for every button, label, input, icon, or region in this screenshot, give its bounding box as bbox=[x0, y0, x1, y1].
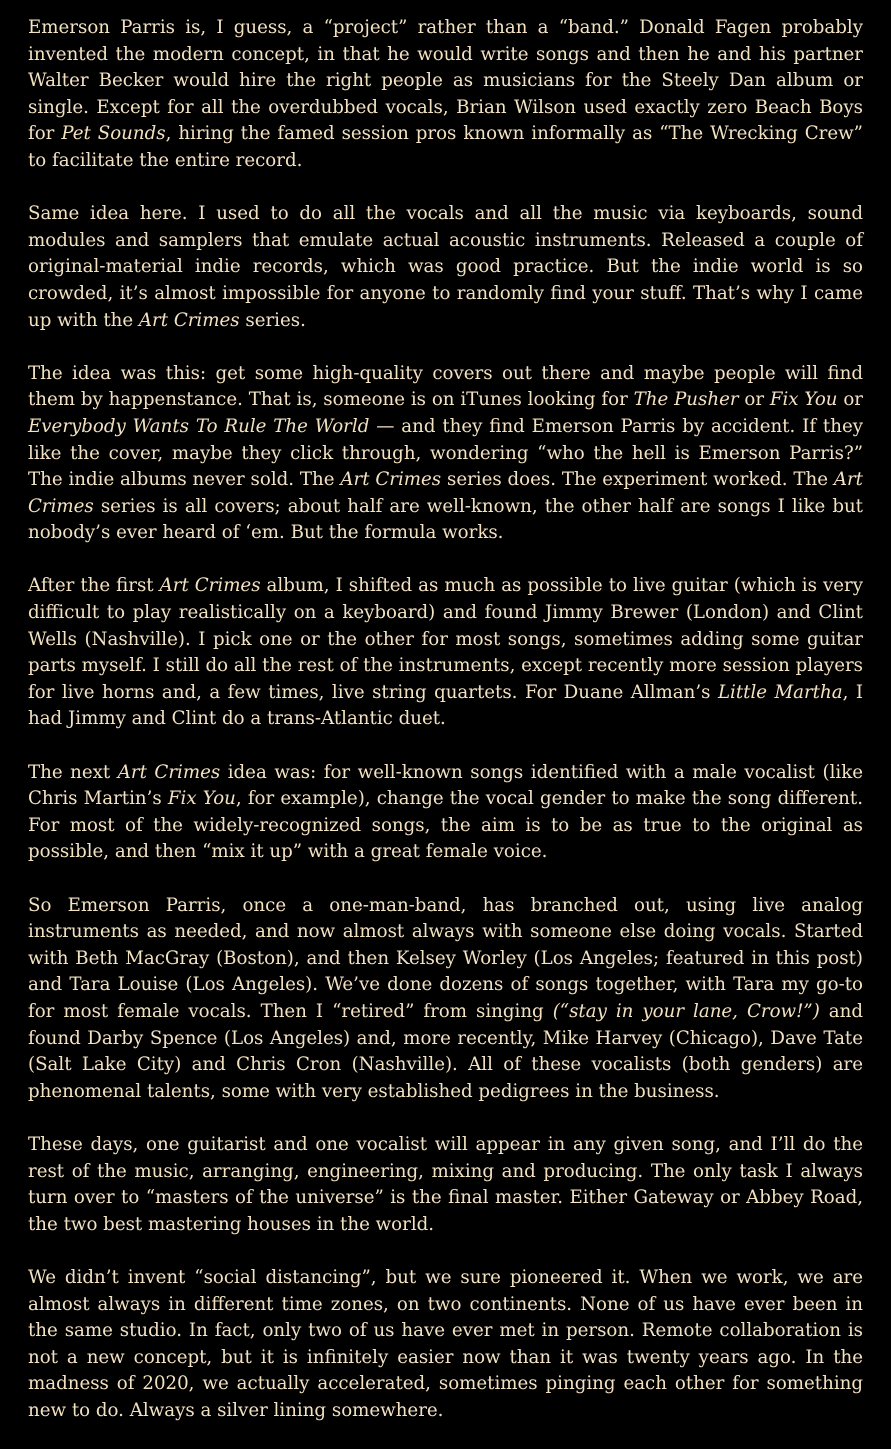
body-text: So Emerson Parris, once a one-man-band, has branched out, using live analog instruments as needed, and now almost always with someone else doing vocals. Started with Beth MacGray (Boston), and then Kelsey Worley (Los Angeles; featured in this post) and Tara Louise (Los Angeles). We’ve done dozens of songs together, with Tara my go-to for most female vocals. Then I “retired” from singing bbox=[28, 894, 863, 1022]
body-text: Same idea here. I used to do all the vocals and all the music via keyboards, sound modules and samplers that emulate actual acoustic instruments. Released a couple of original-material indie records, which was good practice. But the indie world is so crowded, it’s almost impossible for anyone to randomly find your stuff. That’s why I came up with the bbox=[28, 203, 863, 331]
body-text: — and they find Emerson Parris by accident. If they like the cover, maybe they click through, wondering “who the hell is Emerson Parris?” The indie albums never sold. The bbox=[28, 415, 863, 491]
paragraph-intro bbox=[28, 15, 863, 175]
body-text: and found Darby Spence (Los Angeles) and, more recently, Mike Harvey (Chicago), Dave Tate (Salt Lake City) and Chris Cron (Nashville). All of these vocalists (both genders) are phenomenal talents, some with very established pedigrees in the business. bbox=[28, 1000, 864, 1102]
italic-title-text: The Pusher bbox=[633, 389, 739, 411]
paragraph-production bbox=[28, 1132, 863, 1238]
body-text: series. bbox=[239, 309, 306, 331]
paragraph-social-distancing bbox=[28, 1265, 863, 1425]
body-text: These days, one guitarist and one vocalist will appear in any given song, and I’ll do the rest of the music, arranging, engineering, mixing and producing. The only task I always turn over to “masters of the universe” is the final master. Either Gateway or Abbey Road, the two best mastering houses in the world. bbox=[28, 1133, 863, 1235]
italic-title-text: Art Crimes bbox=[117, 761, 221, 783]
italic-title-text: Art Crimes bbox=[138, 309, 240, 331]
italic-title-text: Art Crimes bbox=[28, 469, 863, 517]
body-text: The idea was this: get some high-quality covers out there and maybe people will find them by happenstance. That is, someone is on iTunes looking for bbox=[28, 362, 863, 411]
italic-title-text: Art Crimes bbox=[340, 469, 442, 491]
body-text: , for example), change the vocal gender to make the song different. For most of the widely-recognized songs, the aim is to be as true to the original as possible, and then “mix it up” with a great female voice. bbox=[28, 788, 863, 863]
italic-title-text: Pet Sounds bbox=[61, 123, 166, 145]
body-text: , hiring the famed session pros known informally as “The Wrecking Crew” to facilitate the entire record. bbox=[28, 123, 863, 171]
paragraph-live-guitar bbox=[28, 573, 863, 733]
italic-title-text: (“stay in your lane, Crow!”) bbox=[552, 1000, 820, 1022]
body-text: or bbox=[738, 389, 770, 411]
italic-title-text: Fix You bbox=[769, 389, 838, 411]
paragraph-covers-idea bbox=[28, 361, 863, 547]
italic-title-text: Everybody Wants To Rule The World bbox=[28, 415, 370, 437]
body-text: idea was: for well-known songs identified with a male vocalist (like Chris Martin’s bbox=[28, 761, 863, 810]
body-text: We didn’t invent “social distancing”, but we sure pioneered it. When we work, we are almost always in different time zones, on two continents. None of us have ever been in the same studio. In fact, only two of us have ever met in person. Remote collaboration is not a new concept, but it is infinitely easier now than it was twenty years ago. In the madness of 2020, we actually accelerated, sometimes pinging each other for something new to do. Always a silver lining somewhere. bbox=[28, 1266, 863, 1421]
body-text: series is all covers; about half are well-known, the other half are songs I like but nobody’s ever heard of ‘em. But the formula works. bbox=[28, 495, 863, 544]
body-text: After the first bbox=[28, 575, 160, 597]
body-text: album, I shifted as much as possible to live guitar (which is very difficult to play realistically on a keyboard) and found Jimmy Brewer (London) and Clint Wells (Nashville). I pick one or the other for most songs, sometimes adding some guitar parts myself. I still do all the rest of the instruments, except recently more session players for live horns and, a few times, live string quartets. For Duane Allman’s bbox=[28, 575, 863, 703]
body-text: Emerson Parris is, I guess, a “project” rather than a “band.” Donald Fagen probably invented the modern concept, in that he would write songs and then he and his partner Walter Becker would hire the right people as musicians for the Steely Dan album or single. Except for all the overdubbed vocals, Brian Wilson used exactly zero Beach Boys for bbox=[28, 17, 863, 145]
italic-title-text: Fix You bbox=[167, 788, 236, 810]
paragraph-vocal-gender bbox=[28, 760, 863, 866]
italic-title-text: Little Martha bbox=[717, 681, 843, 703]
italic-title-text: Art Crimes bbox=[159, 575, 261, 597]
body-text: series does. The experiment worked. The bbox=[441, 469, 834, 491]
body-text: , I had Jimmy and Clint do a trans-Atlantic duet. bbox=[28, 681, 864, 730]
body-text: The next bbox=[28, 761, 118, 783]
paragraph-vocalists bbox=[28, 893, 863, 1106]
body-text: or bbox=[837, 389, 863, 411]
paragraph-same-idea bbox=[28, 201, 863, 334]
